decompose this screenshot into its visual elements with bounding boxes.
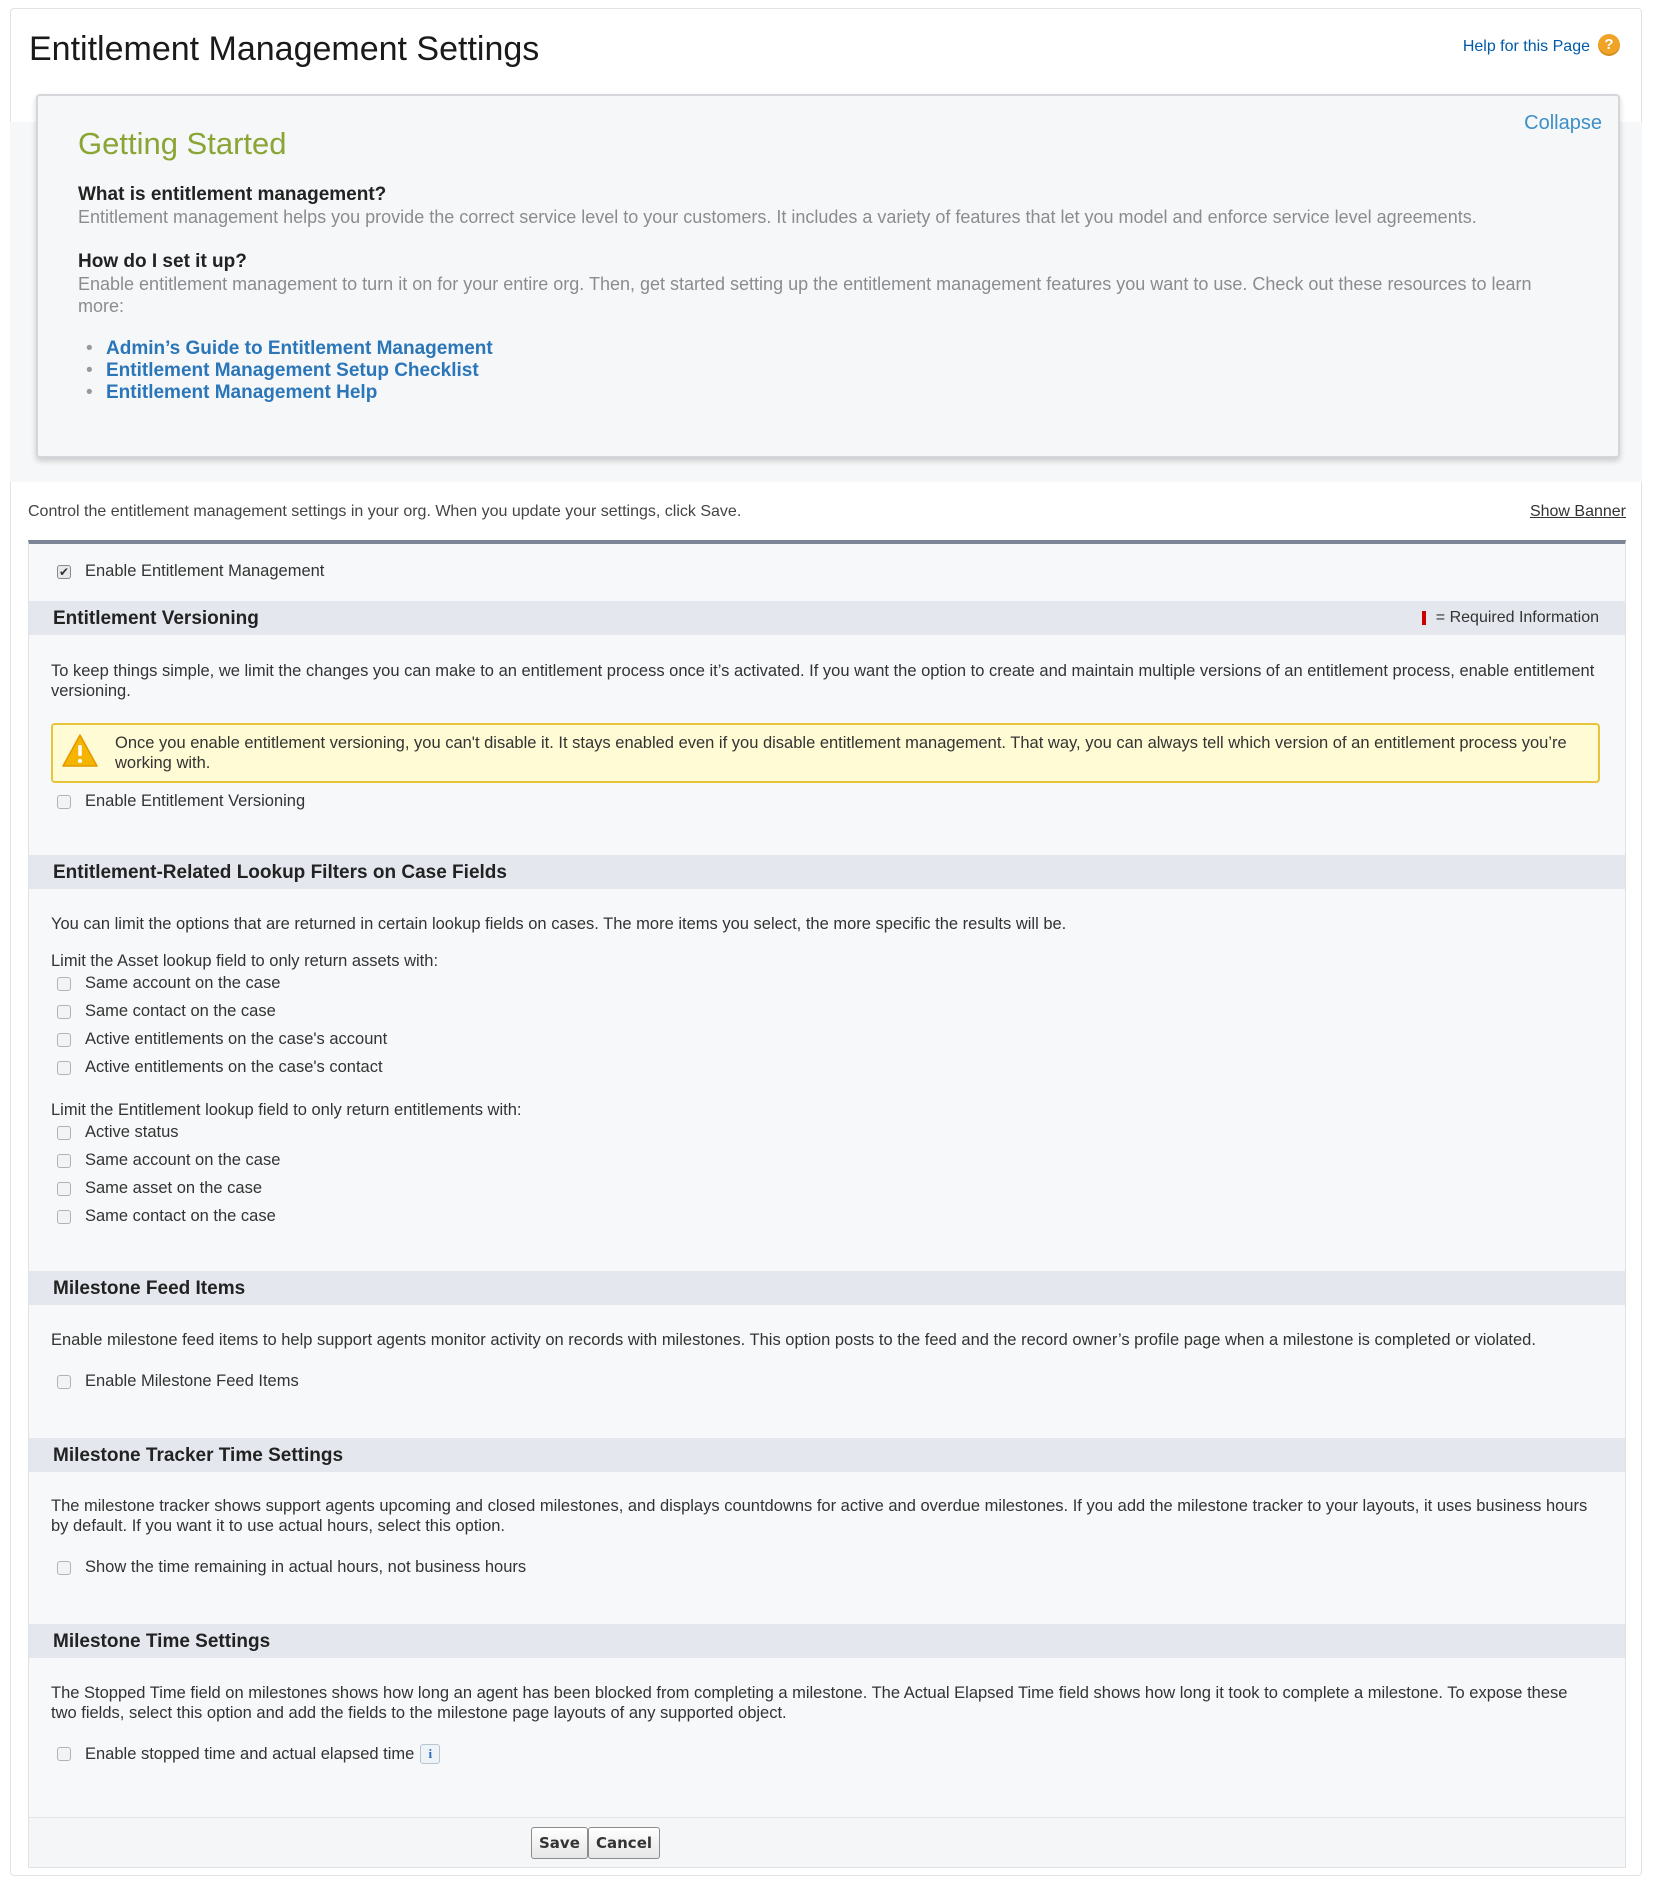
- link-setup-checklist[interactable]: • Entitlement Management Setup Checklist: [86, 360, 493, 382]
- resource-links: [86, 338, 493, 404]
- link-em-help[interactable]: • Entitlement Management Help: [86, 382, 493, 404]
- enable-feed-items-checkbox[interactable]: Enable Milestone Feed Items: [57, 1372, 299, 1391]
- required-marker-icon: [1422, 611, 1426, 625]
- asset-same-contact-checkbox[interactable]: Same contact on the case: [57, 1002, 276, 1021]
- save-button[interactable]: Save: [531, 1827, 588, 1859]
- help-link[interactable]: Help for this Page: [1462, 38, 1590, 55]
- asset-active-ent-contact-checkbox[interactable]: Active entitlements on the case's contact: [57, 1058, 383, 1077]
- ent-same-asset-checkbox[interactable]: Same asset on the case: [57, 1179, 262, 1198]
- collapse-link[interactable]: Collapse: [1524, 112, 1602, 134]
- intro-text: Control the entitlement management settings in your org. When you update your settings, click Save.: [28, 503, 742, 520]
- settings-panel: [28, 540, 1626, 1868]
- cancel-button[interactable]: Cancel: [588, 1827, 660, 1859]
- lookup-desc: You can limit the options that are returned in certain lookup fields on cases. The more items you select, the more specific the results will be.: [51, 915, 1067, 933]
- ent-active-status-checkbox[interactable]: Active status: [57, 1123, 179, 1142]
- tracker-desc: The milestone tracker shows support agents upcoming and closed milestones, and displays countdowns for active and overdue milestones. If you add the milestone tracker to your layouts, it uses business hours by default. If you want it to use actual hours, select this option.: [51, 1497, 1588, 1535]
- ent-same-account-checkbox[interactable]: Same account on the case: [57, 1151, 280, 1170]
- asset-filter-label: Limit the Asset lookup field to only return assets with:: [51, 952, 439, 970]
- section-header-tracker: Milestone Tracker Time Settings: [29, 1438, 1625, 1472]
- question-what: What is entitlement management?: [78, 184, 387, 205]
- stopped-time-checkbox[interactable]: Enable stopped time and actual elapsed time i: [57, 1744, 440, 1764]
- answer-how: Enable entitlement management to turn it on for your entire org. Then, get started setting up the entitlement management features you want to use. Check out these resources to learn more:: [78, 274, 1532, 316]
- asset-active-ent-account-checkbox[interactable]: Active entitlements on the case's account: [57, 1030, 387, 1049]
- entitlement-filter-label: Limit the Entitlement lookup field to only return entitlements with:: [51, 1101, 522, 1119]
- checkbox-checked-icon[interactable]: ✔: [58, 564, 70, 579]
- ent-same-contact-checkbox[interactable]: Same contact on the case: [57, 1207, 276, 1226]
- page-title: Entitlement Management Settings: [29, 30, 540, 68]
- enable-versioning-checkbox[interactable]: Enable Entitlement Versioning: [57, 792, 305, 811]
- asset-same-account-checkbox[interactable]: Same account on the case: [57, 974, 280, 993]
- question-how: How do I set it up?: [78, 251, 247, 272]
- section-header-feed: Milestone Feed Items: [29, 1271, 1625, 1305]
- versioning-desc: To keep things simple, we limit the changes you can make to an entitlement process once it’s activated. If you want the option to create and maintain multiple versions of an entitlement process, enable entitlement versioning.: [51, 662, 1595, 700]
- section-header-lookup: Entitlement-Related Lookup Filters on Case Fields: [29, 855, 1625, 889]
- actual-hours-checkbox[interactable]: Show the time remaining in actual hours, not business hours: [57, 1558, 526, 1577]
- show-banner-link[interactable]: Show Banner: [1529, 503, 1626, 520]
- versioning-warning: Once you enable entitlement versioning, you can't disable it. It stays enabled even if you disable entitlement management. That way, you can always tell which version of an entitlement process you’re working with.: [51, 723, 1600, 783]
- getting-started-banner: [36, 94, 1620, 458]
- help-icon[interactable]: ?: [1598, 34, 1620, 56]
- button-bar: [29, 1817, 1625, 1867]
- banner-title: Getting Started: [78, 126, 287, 161]
- warning-icon: [61, 733, 99, 769]
- answer-what: Entitlement management helps you provide the correct service level to your customers. It includes a variety of features that let you model and enforce service level agreements.: [78, 207, 1477, 227]
- required-legend: = Required Information: [1422, 609, 1599, 627]
- section-header-time: Milestone Time Settings: [29, 1624, 1625, 1658]
- link-admin-guide[interactable]: • Admin’s Guide to Entitlement Management: [86, 338, 493, 360]
- section-header-versioning: Entitlement Versioning = Required Information: [29, 601, 1625, 635]
- time-desc: The Stopped Time field on milestones shows how long an agent has been blocked from completing a milestone. The Actual Elapsed Time field shows how long it took to complete a milestone. To expose these two fields, select this option and add the fields to the milestone page layouts of any supported object.: [51, 1684, 1568, 1722]
- info-icon[interactable]: i: [420, 1744, 440, 1764]
- feed-desc: Enable milestone feed items to help support agents monitor activity on records with milestones. This option posts to the feed and the record owner’s profile page when a milestone is completed or violated.: [51, 1331, 1536, 1349]
- enable-em-checkbox[interactable]: ✔ Enable Entitlement Management: [58, 562, 325, 580]
